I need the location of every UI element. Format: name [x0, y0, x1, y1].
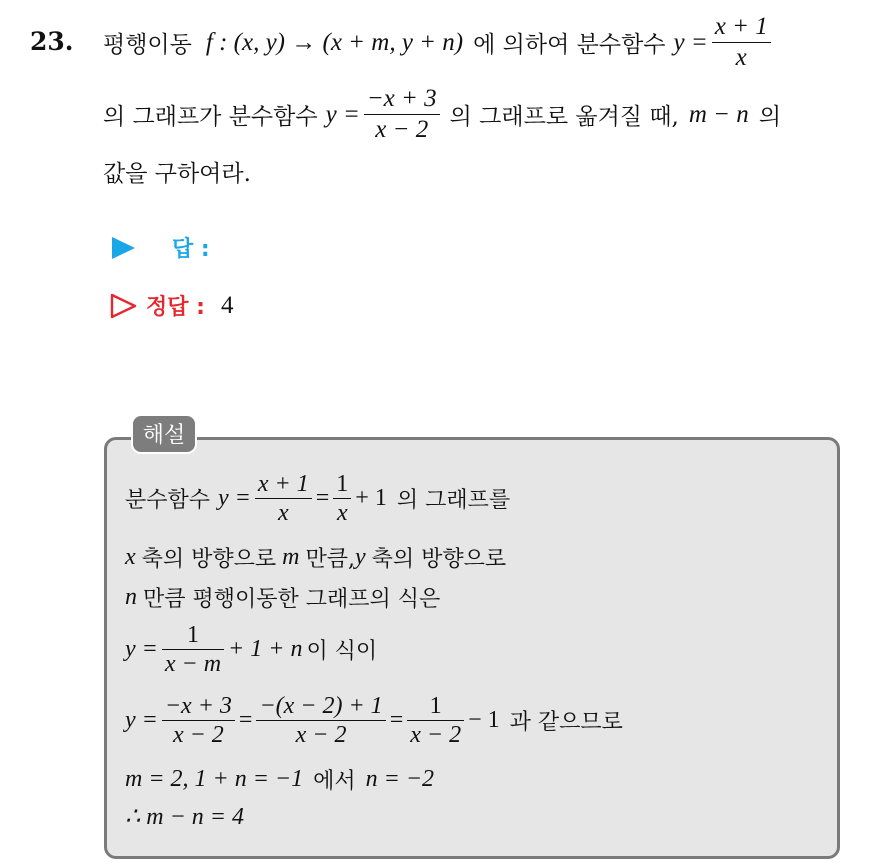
equation-lhs: y =	[125, 707, 158, 733]
solution-text: 분수함수	[125, 488, 211, 513]
solution-line-4	[125, 621, 377, 678]
fraction-numerator: 1	[333, 470, 351, 499]
conclusion: ∴ m − n = 4	[125, 804, 244, 830]
fraction	[162, 692, 235, 749]
fraction-denominator: x − 2	[295, 722, 347, 748]
solution-text: 의 그래프를	[396, 488, 511, 513]
variable: x	[125, 544, 136, 570]
expression: + 1 + n	[228, 636, 303, 662]
solution-line-6	[125, 764, 434, 795]
solution-line-1	[125, 470, 510, 527]
fraction-denominator: x − 2	[410, 722, 462, 748]
equation-lhs: y =	[218, 485, 251, 511]
correct-answer-row	[110, 290, 233, 321]
fraction	[407, 692, 464, 749]
problem-text: 의	[758, 104, 782, 130]
problem-text: 의 그래프가 분수함수	[103, 104, 318, 130]
fraction-numerator: 1	[407, 692, 464, 721]
fraction-denominator: x − 2	[375, 116, 429, 143]
fraction-numerator: −x + 3	[364, 84, 440, 115]
fraction-denominator: x − m	[164, 651, 222, 677]
solution-text: 만큼,	[305, 547, 356, 572]
problem-line-2	[103, 84, 781, 145]
problem-text: 평행이동	[103, 32, 192, 58]
play-arrow-icon	[110, 236, 136, 260]
variable: y	[355, 544, 366, 570]
variable: n	[125, 584, 137, 610]
solution-text: 에서	[313, 769, 356, 794]
equation-lhs: y =	[125, 636, 158, 662]
question-number: 23.	[30, 27, 74, 56]
equals-sign: =	[238, 707, 253, 733]
variable: m	[282, 544, 300, 570]
fraction	[256, 692, 385, 749]
fraction	[712, 12, 771, 73]
equals-sign: =	[315, 485, 330, 511]
translation-map: f : (x, y) → (x + m, y + n)	[205, 28, 464, 56]
fraction	[255, 470, 312, 527]
answer-row	[110, 232, 210, 263]
problem-line-3: 값을 구하여라.	[103, 161, 251, 187]
correct-answer-label: 정답 :	[146, 295, 205, 320]
fraction-numerator: x + 1	[712, 12, 771, 43]
correct-answer-value: 4	[220, 291, 234, 319]
problem-text: 에 의하여 분수함수	[473, 32, 666, 58]
fraction-numerator: 1	[162, 621, 224, 650]
fraction	[333, 470, 351, 527]
fraction-numerator: −x + 3	[162, 692, 235, 721]
problem-text: 의 그래프로 옮겨질 때,	[449, 104, 679, 130]
problem-line-1	[103, 12, 775, 73]
fraction-numerator: −(x − 2) + 1	[256, 692, 385, 721]
solution-line-2	[125, 542, 506, 573]
fraction-denominator: x	[277, 500, 289, 526]
fraction-numerator: x + 1	[255, 470, 312, 499]
fraction-denominator: x	[336, 500, 348, 526]
solution-text: 과 같으므로	[509, 710, 623, 735]
equation-lhs: y =	[673, 28, 708, 56]
equals-sign: =	[389, 707, 404, 733]
solution-tab: 해설	[131, 414, 197, 454]
equation-lhs: y =	[325, 100, 360, 128]
solution-line-3	[125, 582, 440, 613]
solution-text: 만큼 평행이동한 그래프의 식은	[143, 587, 441, 612]
solution-text: 이 식이	[306, 639, 378, 664]
expression: m − n	[688, 100, 749, 128]
expression: − 1	[468, 707, 500, 733]
fraction-denominator: x	[735, 44, 747, 71]
expression: n = −2	[365, 766, 435, 792]
outline-arrow-icon	[110, 293, 138, 319]
solution-text: 축의 방향으로	[371, 547, 507, 572]
fraction-denominator: x − 2	[172, 722, 224, 748]
answer-label: 답 :	[172, 237, 210, 262]
fraction	[162, 621, 224, 678]
expression: + 1	[355, 485, 387, 511]
expression: m = 2, 1 + n = −1	[125, 766, 304, 792]
fraction	[364, 84, 440, 145]
solution-text: 축의 방향으로	[141, 547, 277, 572]
solution-line-5	[125, 692, 623, 749]
solution-line-7	[125, 802, 244, 831]
